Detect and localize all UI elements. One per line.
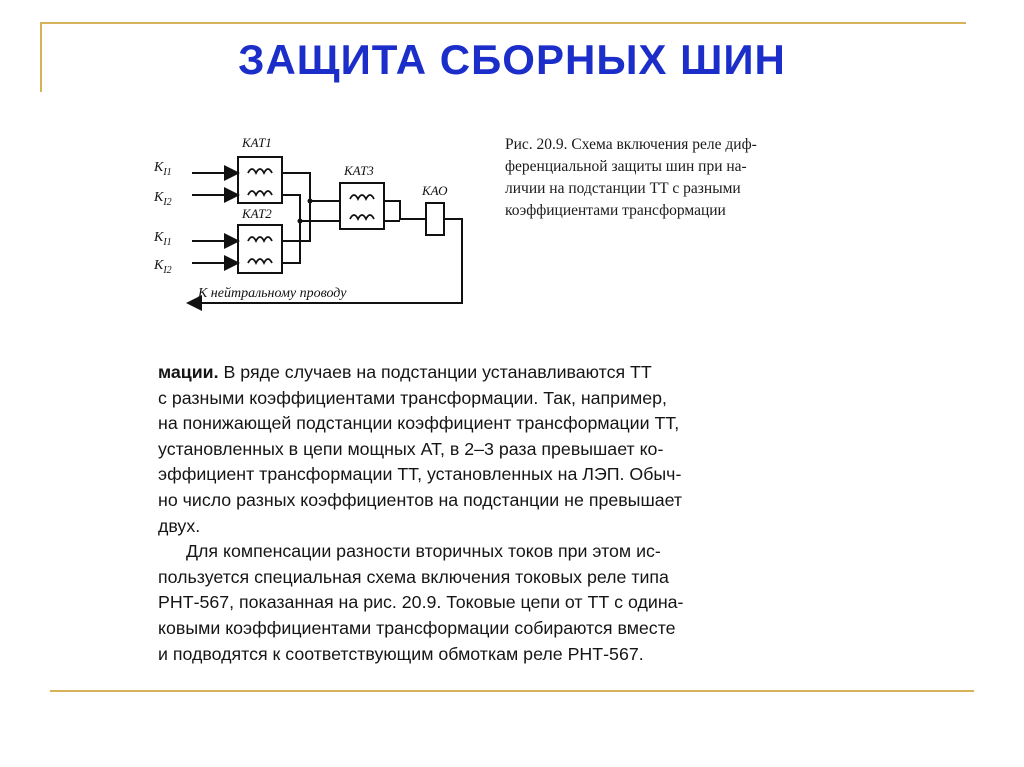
neutral-wire-label: К нейтральному проводу [198,286,347,301]
body-text [158,360,838,667]
kat3-label: КАТ3 [344,163,374,178]
kat1-relay [238,157,282,203]
slide-title: ЗАЩИТА СБОРНЫХ ШИН [238,36,786,83]
paragraph-2-line: РНТ-567, показанная на рис. 20.9. Токовые цепи от ТТ с одина- [158,592,684,613]
caption-line: коэффициентами трансформации [505,202,726,219]
kat3-relay [340,183,384,229]
paragraph-1-line: эффициент трансформации ТТ, установленных на ЛЭП. Обыч- [158,464,682,485]
ki2-top-label: $K_{I2}$ [154,190,172,208]
paragraph-2-line: и подводятся к соответствующим обмоткам реле РНТ-567. [158,643,644,664]
paragraph-1-line: с разными коэффициентами трансформации. Так, например, [158,387,667,408]
kao-relay [426,203,444,235]
kat2-relay [238,225,282,273]
ki2-bottom-label: $K_{I2}$ [154,258,172,276]
ki1-top-label: $K_{I1}$ [154,160,172,178]
paragraph-2-line: ковыми коэффициентами трансформации собираются вместе [158,617,676,638]
paragraph-2-line: Для компенсации разности вторичных токов при этом ис- [186,541,661,562]
kat1-coil-top [248,169,272,173]
paragraph-lead-word: мации. [158,362,219,382]
kat2-coil-bottom [248,259,272,263]
paragraph-1-line: но число разных коэффициентов на подстанции не превышает [158,489,683,510]
kat1-coil-bottom [248,191,272,195]
kat3-coil-bottom [350,215,374,219]
caption-line: ференциальной защиты шин при на- [505,158,747,175]
kao-label: КАО [422,183,448,198]
kat2-coil-top [248,237,272,241]
ki1-bottom-label: $K_{I1}$ [154,230,172,248]
bottom-border-line [50,690,974,692]
relay-circuit-diagram [150,125,480,315]
figure-caption [505,134,855,222]
kat2-label: КАТ2 [242,206,272,221]
paragraph-1-line: установленных в цепи мощных АТ, в 2–3 раза превышает ко- [158,438,664,459]
paragraph-1-line: мации. В ряде случаев на подстанции устанавливаются ТТ [158,362,652,382]
caption-line: Рис. 20.9. Схема включения реле диф- [505,136,757,153]
paragraph-1-line: двух. [158,515,201,536]
kat1-label: КАТ1 [242,135,272,150]
top-border-line [40,22,966,24]
kat3-coil-top [350,195,374,199]
paragraph-2-line: пользуется специальная схема включения токовых реле типа [158,566,669,587]
paragraph-1-line: на понижающей подстанции коэффициент трансформации ТТ, [158,413,680,434]
caption-line: личии на подстанции ТТ с разными [505,180,741,197]
